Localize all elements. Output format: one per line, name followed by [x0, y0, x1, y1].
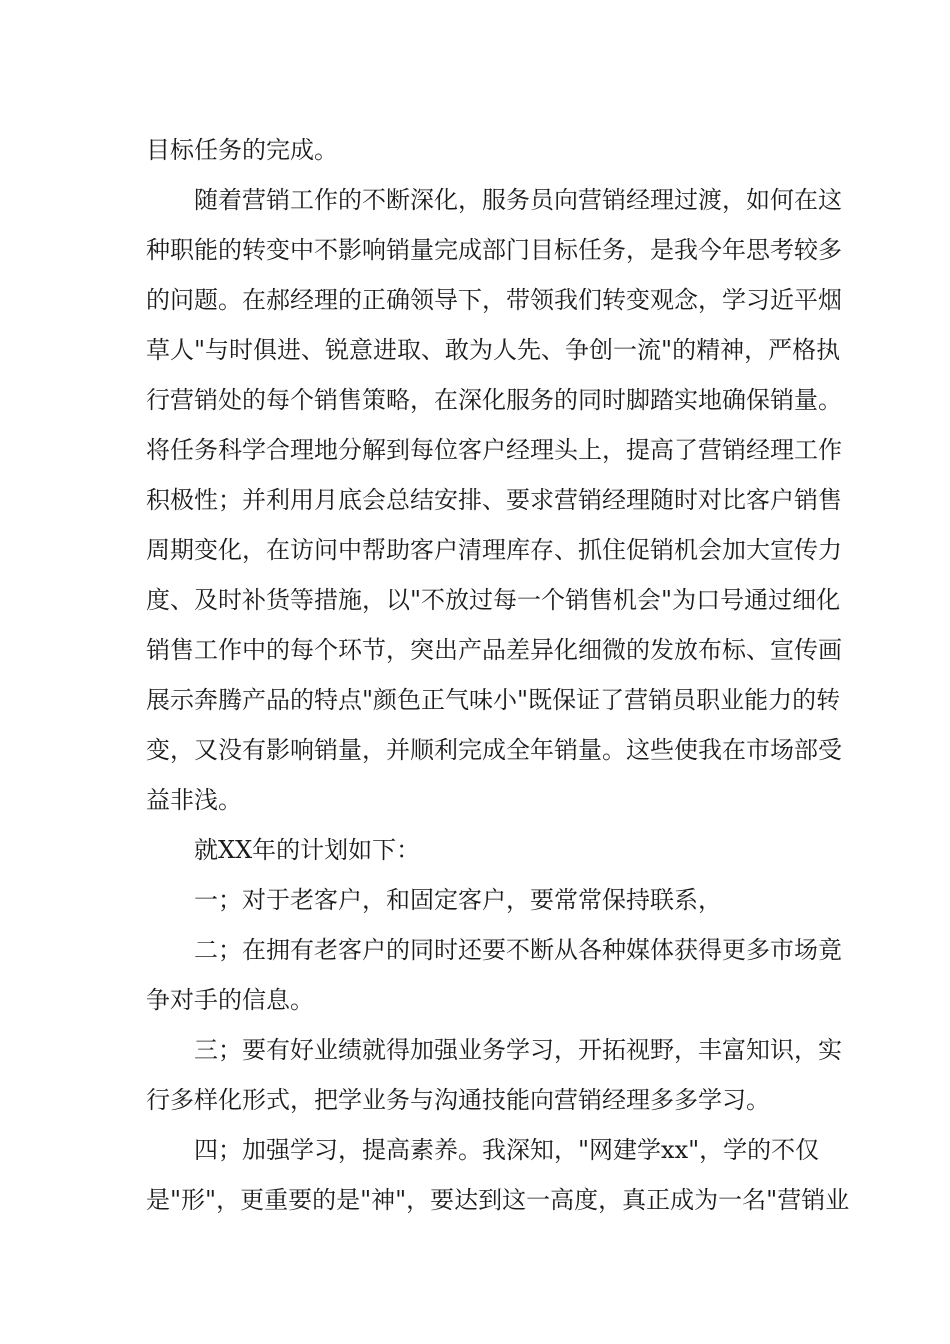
text-line: 益非浅。 [146, 786, 242, 814]
text-line: 行多样化形式，把学业务与沟通技能向营销经理多多学习。 [146, 1086, 770, 1114]
text-line: 度、及时补货等措施，以"不放过每一个销售机会"为口号通过细化 [146, 586, 841, 614]
text-line: 三；要有好业绩就得加强业务学习，开拓视野，丰富知识，实 [194, 1036, 842, 1064]
text-line: 草人"与时俱进、锐意进取、敢为人先、争创一流"的精神，严格执 [146, 336, 841, 364]
text-line: 周期变化，在访问中帮助客户清理库存、抓住促销机会加大宣传力 [146, 536, 842, 564]
text-line: 目标任务的完成。 [146, 136, 338, 164]
text-line: 是"形"，更重要的是"神"，要达到这一高度，真正成为一名"营销业 [146, 1186, 850, 1214]
text-line: 将任务科学合理地分解到每位客户经理头上，提高了营销经理工作 [146, 436, 842, 464]
text-line: 二；在拥有老客户的同时还要不断从各种媒体获得更多市场竟 [194, 936, 842, 964]
text-line: 争对手的信息。 [146, 986, 314, 1014]
text-line: 销售工作中的每个环节，突出产品差异化细微的发放布标、宣传画 [146, 636, 842, 664]
text-line: 积极性；并利用月底会总结安排、要求营销经理随时对比客户销售 [146, 486, 842, 514]
text-line: 展示奔腾产品的特点"颜色正气味小"既保证了营销员职业能力的转 [146, 686, 841, 714]
text-line: 四；加强学习，提高素养。我深知，"网建学xx"，学的不仅 [194, 1136, 820, 1164]
text-line: 变，又没有影响销量，并顺利完成全年销量。这些使我在市场部受 [146, 736, 842, 764]
text-line: 随着营销工作的不断深化，服务员向营销经理过渡，如何在这 [194, 186, 842, 214]
text-line: 一；对于老客户，和固定客户，要常常保持联系， [194, 886, 722, 914]
text-line: 就XX年的计划如下： [194, 836, 421, 864]
text-line: 种职能的转变中不影响销量完成部门目标任务，是我今年思考较多 [146, 236, 842, 264]
text-line: 的问题。在郝经理的正确领导下，带领我们转变观念，学习近平烟 [146, 286, 842, 314]
text-line: 行营销处的每个销售策略，在深化服务的同时脚踏实地确保销量。 [146, 386, 842, 414]
